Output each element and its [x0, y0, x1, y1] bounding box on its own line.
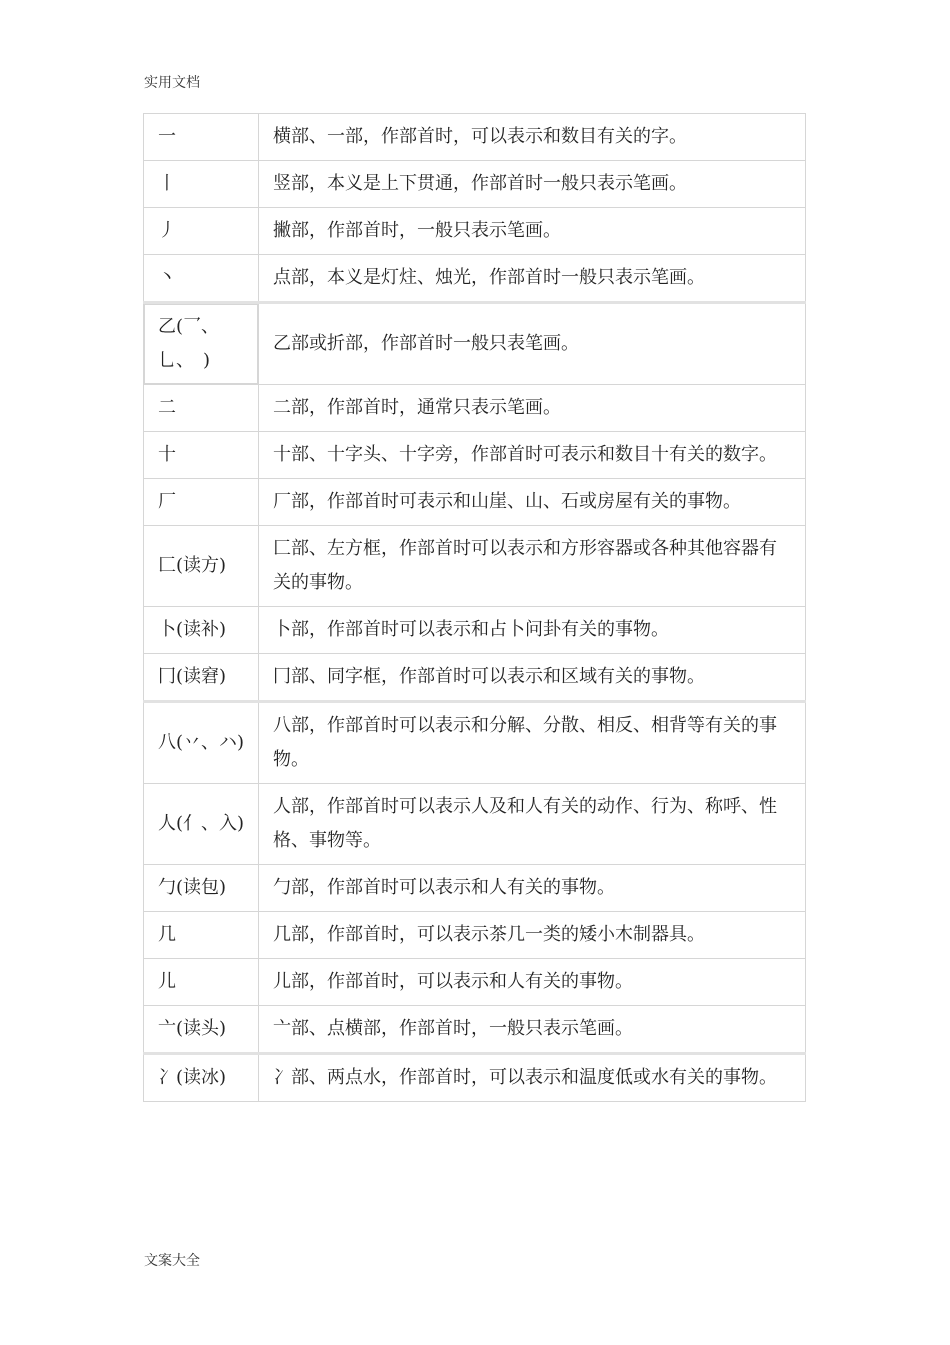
description-cell: 几部，作部首时，可以表示茶几一类的矮小木制器具。	[259, 912, 806, 959]
table-row	[144, 208, 806, 255]
description-cell: 亠部、点横部，作部首时，一般只表示笔画。	[259, 1006, 806, 1054]
table-row	[144, 654, 806, 702]
table-row	[144, 912, 806, 959]
table-row	[144, 526, 806, 607]
radical-cell: 丶	[144, 255, 259, 303]
description-cell: 卜部，作部首时可以表示和占卜问卦有关的事物。	[259, 607, 806, 654]
table-row	[144, 1054, 806, 1102]
radical-cell: 一	[144, 114, 259, 161]
radical-cell: 人(亻、入)	[144, 784, 259, 865]
description-cell: 二部，作部首时，通常只表示笔画。	[259, 385, 806, 432]
page-footer: 文案大全	[144, 1253, 200, 1269]
radical-cell: 厂	[144, 479, 259, 526]
radical-cell: 二	[144, 385, 259, 432]
table-row	[144, 303, 806, 385]
table-row	[144, 702, 806, 784]
description-cell: 冫部、两点水，作部首时，可以表示和温度低或水有关的事物。	[259, 1054, 806, 1102]
description-cell: 儿部，作部首时，可以表示和人有关的事物。	[259, 959, 806, 1006]
radical-cell: 丿	[144, 208, 259, 255]
table-row	[144, 432, 806, 479]
radical-cell: 亠(读头)	[144, 1006, 259, 1054]
description-cell: 乙部或折部，作部首时一般只表笔画。	[259, 303, 806, 385]
description-cell: 竖部，本义是上下贯通，作部首时一般只表示笔画。	[259, 161, 806, 208]
description-cell: 十部、十字头、十字旁，作部首时可表示和数目十有关的数字。	[259, 432, 806, 479]
description-cell: 冂部、同字框，作部首时可以表示和区域有关的事物。	[259, 654, 806, 702]
description-cell: 横部、一部，作部首时，可以表示和数目有关的字。	[259, 114, 806, 161]
description-cell: 厂部，作部首时可表示和山崖、山、石或房屋有关的事物。	[259, 479, 806, 526]
description-cell: 点部，本义是灯炷、烛光，作部首时一般只表示笔画。	[259, 255, 806, 303]
table-row	[144, 479, 806, 526]
radical-cell: 儿	[144, 959, 259, 1006]
radical-table	[143, 113, 806, 1102]
radical-cell: 乙(乛、乚、 )	[144, 303, 259, 385]
radical-cell: 勹(读包)	[144, 865, 259, 912]
table-row	[144, 1006, 806, 1054]
table-row	[144, 784, 806, 865]
table-row	[144, 114, 806, 161]
table-row	[144, 607, 806, 654]
table-row	[144, 865, 806, 912]
description-cell: 八部，作部首时可以表示和分解、分散、相反、相背等有关的事物。	[259, 702, 806, 784]
radical-cell: 卜(读补)	[144, 607, 259, 654]
radical-cell: 八(丷、ハ)	[144, 702, 259, 784]
radical-cell: 冫(读冰)	[144, 1054, 259, 1102]
description-cell: 人部，作部首时可以表示人及和人有关的动作、行为、称呼、性格、事物等。	[259, 784, 806, 865]
radical-cell: 丨	[144, 161, 259, 208]
page-header: 实用文档	[144, 75, 200, 91]
description-cell: 撇部，作部首时，一般只表示笔画。	[259, 208, 806, 255]
description-cell: 勹部，作部首时可以表示和人有关的事物。	[259, 865, 806, 912]
description-cell: 匚部、左方框，作部首时可以表示和方形容器或各种其他容器有关的事物。	[259, 526, 806, 607]
table-row	[144, 385, 806, 432]
radical-cell: 冂(读窘)	[144, 654, 259, 702]
table-row	[144, 255, 806, 303]
radical-cell: 几	[144, 912, 259, 959]
radical-cell: 十	[144, 432, 259, 479]
radical-cell: 匚(读方)	[144, 526, 259, 607]
table-row	[144, 161, 806, 208]
table-row	[144, 959, 806, 1006]
